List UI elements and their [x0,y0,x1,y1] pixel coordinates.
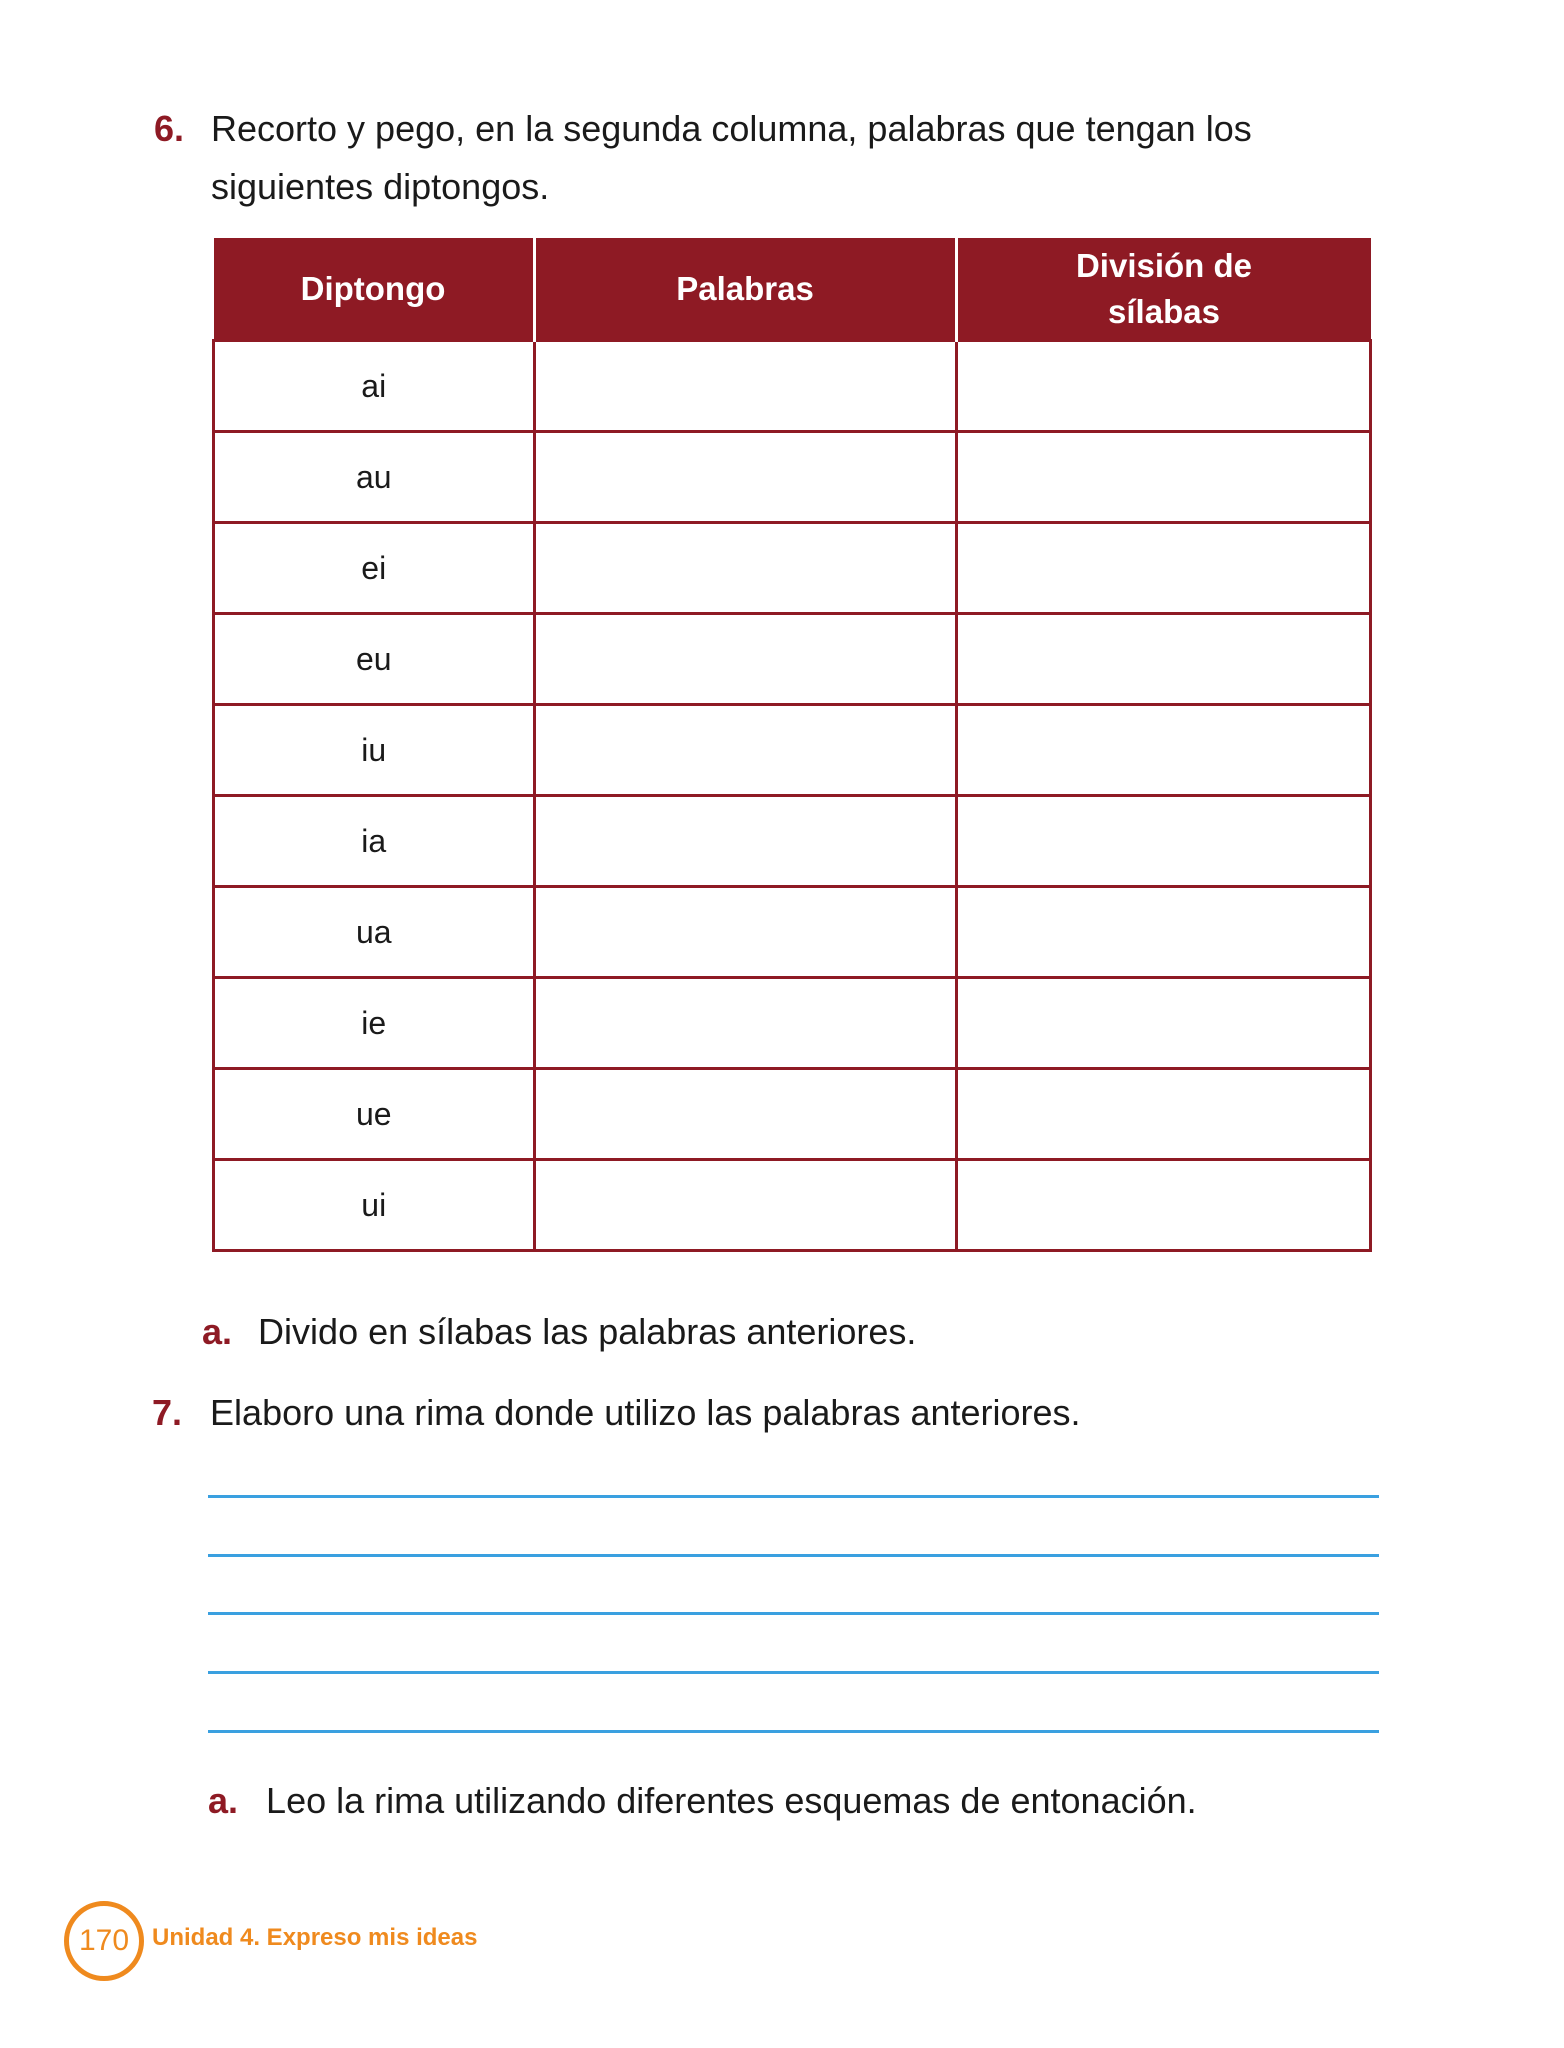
diphthong-cell: ue [214,1069,535,1160]
question-7 [152,1384,1081,1442]
table-row [214,978,1371,1069]
instruction-line: Recorto y pego, en la segunda columna, palabras que tengan los [211,108,1252,149]
question-6-text [211,100,1252,216]
table-row [214,1160,1371,1251]
diphthong-cell: au [214,432,535,523]
table-row [214,1069,1371,1160]
subquestion-label: a. [202,1311,233,1352]
question-6 [154,100,184,158]
question-6a [202,1303,916,1361]
syllables-cell[interactable] [956,341,1371,432]
syllables-cell[interactable] [956,614,1371,705]
diphthong-cell: ei [214,523,535,614]
writing-line[interactable] [208,1495,1379,1498]
words-cell[interactable] [534,614,956,705]
diphthong-cell: ua [214,887,535,978]
words-cell[interactable] [534,523,956,614]
syllables-cell[interactable] [956,978,1371,1069]
diphthong-cell: ie [214,978,535,1069]
unit-title: Unidad 4. Expreso mis ideas [152,1924,478,1951]
subquestion-text: Divido en sílabas las palabras anteriores. [258,1311,917,1352]
words-cell[interactable] [534,978,956,1069]
table-row [214,887,1371,978]
table-row [214,705,1371,796]
table-row [214,432,1371,523]
words-cell[interactable] [534,432,956,523]
subquestion-label: a. [208,1780,239,1821]
table-row [214,796,1371,887]
words-cell[interactable] [534,1069,956,1160]
syllables-cell[interactable] [956,523,1371,614]
diphthong-cell: ai [214,341,535,432]
question-number: 6. [154,108,185,149]
syllables-cell[interactable] [956,705,1371,796]
syllables-cell[interactable] [956,1069,1371,1160]
writing-line[interactable] [208,1612,1379,1615]
syllables-cell[interactable] [956,432,1371,523]
words-cell[interactable] [534,1160,956,1251]
instruction-line: siguientes diptongos. [211,166,550,207]
question-text: Elaboro una rima donde utilizo las palabras anteriores. [210,1392,1081,1433]
writing-line[interactable] [208,1730,1379,1733]
words-cell[interactable] [534,887,956,978]
diphthong-cell: iu [214,705,535,796]
syllables-cell[interactable] [956,1160,1371,1251]
diphthong-cell: ui [214,1160,535,1251]
diphthong-table [212,238,1372,1252]
table-row [214,523,1371,614]
words-cell[interactable] [534,796,956,887]
words-cell[interactable] [534,705,956,796]
header-diptongo: Diptongo [214,238,535,341]
question-7a [208,1772,1197,1830]
question-number: 7. [152,1392,183,1433]
table-row [214,614,1371,705]
subquestion-text: Leo la rima utilizando diferentes esquemas de entonación. [266,1780,1197,1821]
table-row [214,341,1371,432]
writing-line[interactable] [208,1671,1379,1674]
header-division: División de sílabas [956,238,1371,341]
syllables-cell[interactable] [956,796,1371,887]
header-palabras: Palabras [534,238,956,341]
diphthong-cell: ia [214,796,535,887]
diphthong-cell: eu [214,614,535,705]
writing-line[interactable] [208,1554,1379,1557]
syllables-cell[interactable] [956,887,1371,978]
page-number: 170 [64,1901,144,1981]
words-cell[interactable] [534,341,956,432]
